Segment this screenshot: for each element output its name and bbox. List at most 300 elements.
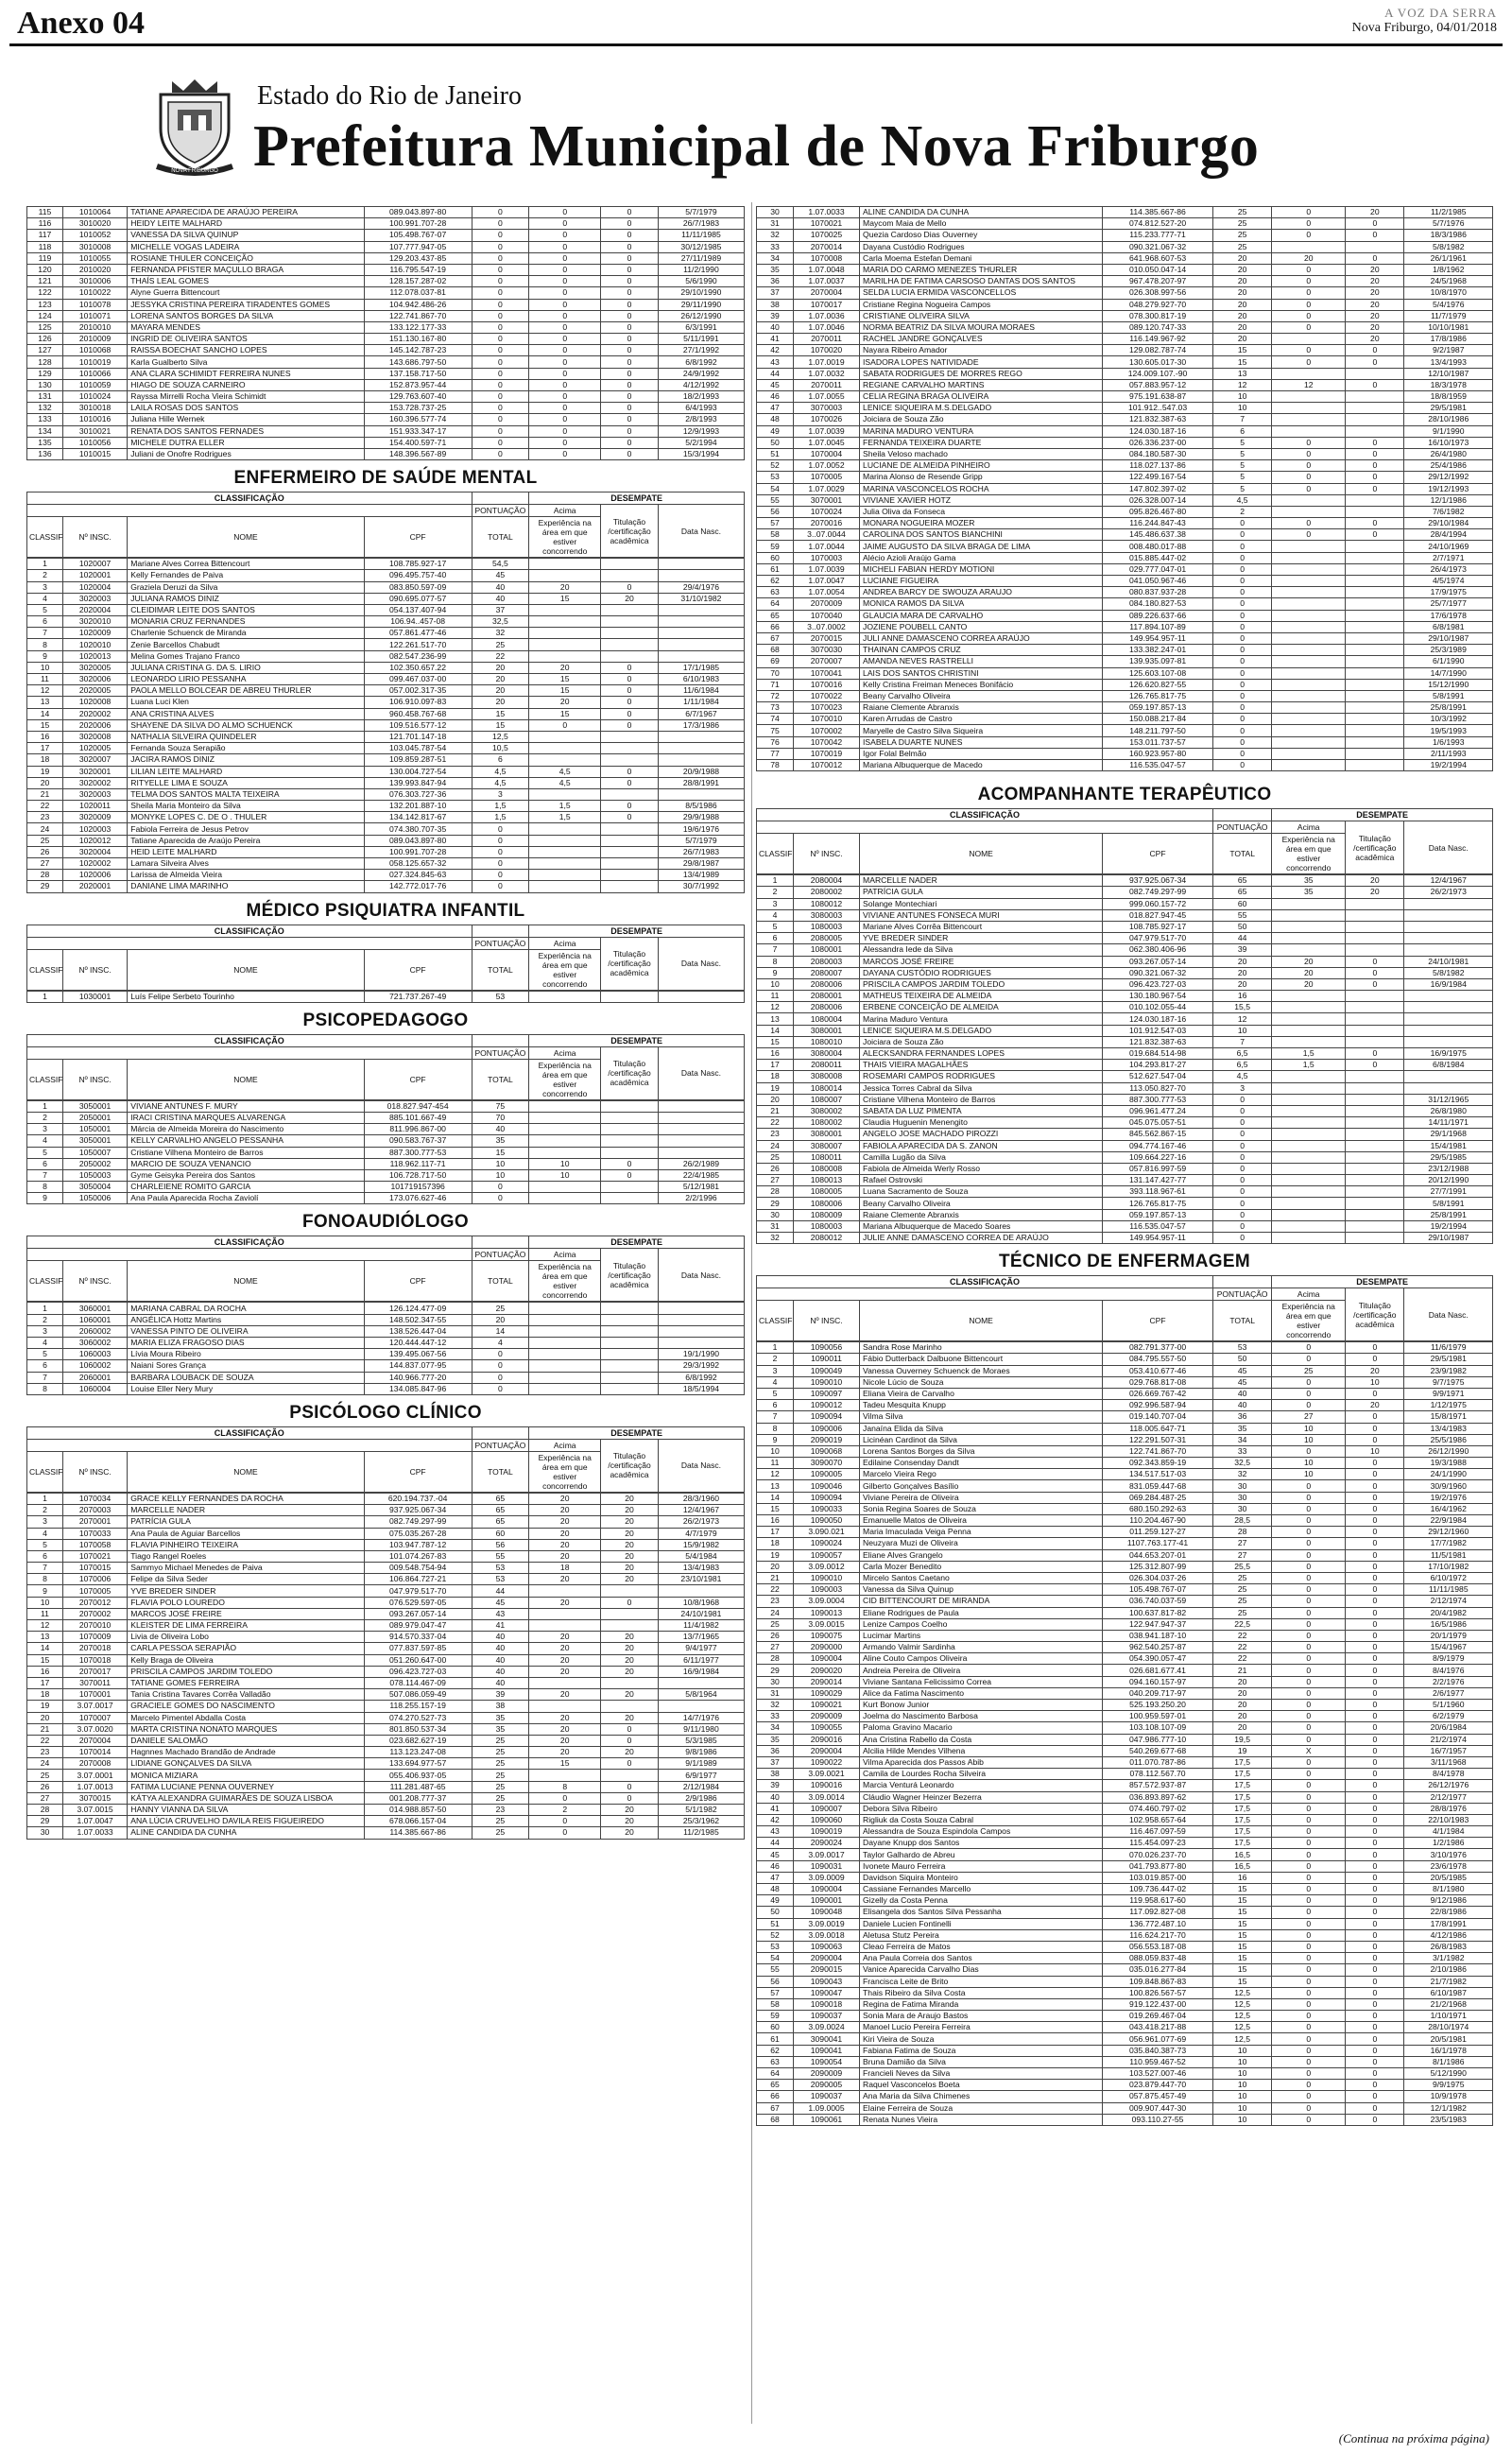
table-cell: 107.777.947-05 [364,241,472,252]
table-cell: 1090046 [793,1480,859,1492]
table-row [27,1805,745,1816]
table-cell: DANIANE LIMA MARINHO [128,881,364,892]
table-cell: 10/9/1978 [1404,2091,1493,2102]
table-row [27,1516,745,1528]
table-cell: 1010052 [62,230,127,241]
table-cell: 30 [1212,1480,1271,1492]
table-cell: 3020001 [62,766,127,777]
table-cell: 680.150.292-63 [1103,1503,1213,1514]
table-cell [1346,933,1404,944]
table-row [757,1376,1493,1388]
table-cell: 20 [1212,978,1271,990]
table-cell [601,754,659,766]
table-cell: 102.350.657.22 [364,662,472,673]
table-cell: 121.832.387-63 [1103,414,1213,425]
table-cell: 2090024 [793,1838,859,1849]
header-data-nasc: Data Nasc. [1404,1288,1493,1341]
header-row [27,1236,745,1249]
table-cell: 40 [472,1666,529,1677]
table-cell: 27 [27,1792,63,1804]
section-title-enfermeiro: ENFERMEIRO DE SAÚDE MENTAL [233,468,538,489]
table-cell: 053.410.677-46 [1103,1365,1213,1376]
table-cell: 25 [1212,230,1271,241]
table-cell: 2 [27,570,63,581]
table-cell [529,570,601,581]
table-cell [1346,679,1404,690]
table-cell: 3020009 [62,812,127,823]
table-cell [1272,1025,1346,1036]
table-cell: 109.736.447-02 [1103,1884,1213,1895]
table-cell: 1020001 [62,570,127,581]
table-cell: 011.259.127-27 [1103,1527,1213,1538]
table-cell: 096.495.757-40 [364,570,472,581]
header-classificacao: CLASSIFICAÇÃO [27,925,472,937]
table-cell: 0 [529,310,601,321]
table-cell: 5 [1212,437,1271,448]
table-cell: 15 [472,708,529,719]
table-cell: 0 [1346,1780,1404,1791]
table-cell: 114.385.667-86 [364,1827,472,1839]
table-cell: Paloma Gravino Macario [860,1722,1103,1734]
table-cell: INGRID DE OLIVEIRA SANTOS [128,334,364,345]
table-cell: Francisca Leite de Brito [860,1976,1103,1987]
table-cell: Tiago Rangel Roeles [128,1550,364,1562]
table-row [757,978,1493,990]
table-cell [1404,933,1493,944]
table-cell: 52 [757,1929,794,1941]
table-cell: 0 [1346,2102,1404,2114]
table-cell: 1090094 [793,1411,859,1423]
table-cell [1272,1198,1346,1209]
table-cell: Manoel Lucio Pereira Ferreira [860,2022,1103,2033]
table-cell: 19/2/1976 [1404,1492,1493,1503]
table-cell [1272,241,1346,252]
table-cell: 0 [472,846,529,857]
header-titulacao: Titulação /certificação acadêmica [601,1046,659,1099]
table-cell: 24/5/1968 [1404,276,1493,287]
table-row [757,310,1493,321]
table-cell: 65 [472,1516,529,1528]
table-cell: 57 [757,518,794,529]
table-cell: FABIOLA APARECIDA DA S. ZANON [860,1140,1103,1151]
table-cell: 0 [472,207,529,218]
table-cell: 1.07.0032 [793,368,859,379]
table-cell: 20 [529,1689,601,1701]
table-cell: Francieli Neves da Silva [860,2068,1103,2080]
table-row [757,921,1493,932]
table-row [757,1549,1493,1561]
table-cell: 0 [529,425,601,437]
table-cell: Ivonete Mauro Ferreira [860,1860,1103,1872]
table-cell: 45 [1212,1376,1271,1388]
table-cell: 76 [757,736,794,748]
table-cell: 6/1/1990 [1404,656,1493,667]
table-cell: 20 [1212,310,1271,321]
table-cell: Juliana Hille Wernek [128,414,364,425]
table-cell: 1080006 [793,1198,859,1209]
table-cell: 37 [472,604,529,615]
table-row [757,1400,1493,1411]
table-cell: 0 [1272,1987,1346,1998]
table-row [757,1826,1493,1838]
header-experiencia: Experiência na área em que estiver concorrendo [529,1451,601,1492]
table-cell: 132.201.887-10 [364,801,472,812]
table-cell: 0 [472,218,529,230]
table-cell: 19 [757,1082,794,1094]
table-cell [1272,1129,1346,1140]
table-cell: Karen Arrudas de Castro [860,714,1103,725]
table-cell: 0 [1346,1549,1404,1561]
table-cell: 041.050.967-46 [1103,576,1213,587]
table-row [757,1929,1493,1941]
table-cell: 2070011 [793,334,859,345]
table-cell: Luís Felipe Serbeto Tourinho [128,991,364,1002]
table-cell [1346,1220,1404,1232]
header-insc: Nº INSC. [62,1261,127,1302]
table-row [27,731,745,742]
table-cell: 26/2/1989 [658,1158,744,1169]
table-cell [1272,1105,1346,1116]
table-cell: 089.226.637-66 [1103,610,1213,621]
table-cell: 63 [757,587,794,598]
table-cell: 20 [1212,299,1271,310]
table-cell: 1080009 [793,1209,859,1220]
table-cell: 20 [472,662,529,673]
table-cell: 20/6/1984 [1404,1722,1493,1734]
table-cell: 21/2/1974 [1404,1734,1493,1745]
table-cell: Lucimar Martins [860,1630,1103,1641]
table-row [27,1701,745,1712]
table-cell: 0 [1212,1094,1271,1105]
table-cell: 0 [1346,1941,1404,1952]
table-cell: 49 [757,425,794,437]
table-cell: 16/9/1984 [658,1666,744,1677]
table-cell [1272,494,1346,506]
continuation-note: (Continua na próxima página) [1338,2431,1489,2445]
table-cell: 0 [1272,2056,1346,2067]
table-cell: 1090047 [793,1987,859,1998]
table-cell: 0 [1272,1354,1346,1365]
table-cell: 20 [601,1493,659,1504]
table-row [757,414,1493,425]
table-cell [1404,991,1493,1002]
table-row [757,1209,1493,1220]
table-cell: 3.07.0001 [62,1770,127,1781]
table-cell: 8/4/1978 [1404,1769,1493,1780]
table-cell: 75 [757,725,794,736]
table-cell: 1020005 [62,743,127,754]
table-cell: 0 [472,835,529,846]
table-cell: 0 [601,801,659,812]
table-cell: 6,5 [1212,1060,1271,1071]
table-cell: 1.07.0019 [793,356,859,368]
table-cell: 30 [757,1676,794,1687]
table-cell [1346,368,1404,379]
table-cell: 0 [1346,1826,1404,1838]
table-cell [601,1338,659,1349]
table-cell: 27/11/1989 [658,252,744,264]
header-titulacao: Titulação /certificação acadêmica [1346,821,1404,874]
table-cell: 6/8/1992 [658,356,744,368]
table-cell: 3020003 [62,788,127,800]
table-cell: 009.907.447-30 [1103,2102,1213,2114]
header-classificacao: CLASSIFICAÇÃO [27,493,472,505]
table-cell: 0 [472,1372,529,1383]
table-row [27,230,745,241]
table-cell [1272,1233,1346,1244]
table-cell: 0 [1346,230,1404,241]
table-cell: 0 [472,881,529,892]
table-cell [1272,760,1346,771]
table-cell [601,639,659,650]
table-cell: 2070015 [793,632,859,644]
table-cell: 0 [1346,1745,1404,1756]
table-cell: 22 [1212,1653,1271,1665]
table-cell: 20 [529,1735,601,1746]
table-cell: 9 [27,1585,63,1597]
table-cell: 103.527.007-46 [1103,2068,1213,2080]
table-cell: 23/5/1983 [1404,2114,1493,2125]
table-row [27,835,745,846]
table-cell: 1070022 [793,690,859,701]
table-cell [1272,725,1346,736]
table-cell: 0 [1346,1354,1404,1365]
table-row [757,1803,1493,1814]
table-cell: 1010055 [62,252,127,264]
table-row [757,403,1493,414]
table-cell: 845.562.867-15 [1103,1129,1213,1140]
table-cell: MICHELI FABIAN HERDY MOTIONI [860,563,1103,575]
table-cell: 33 [1212,1445,1271,1457]
table-cell: 10 [1272,1423,1346,1434]
table-cell: 0 [472,345,529,356]
header-row [757,821,1493,834]
table-cell: 20 [529,1712,601,1723]
table-cell: 31/12/1965 [1404,1094,1493,1105]
table-cell: 67 [757,2102,794,2114]
table-cell [1272,991,1346,1002]
table-cell: Luana Sacramento de Souza [860,1186,1103,1198]
table-cell: 32 [757,1700,794,1711]
table-cell: 15 [529,674,601,685]
table-cell: 24 [27,823,63,835]
table-row [27,743,745,754]
table-cell: 1020009 [62,628,127,639]
table-cell [658,639,744,650]
table-cell [601,1112,659,1123]
table-cell: Louise Eller Nery Mury [128,1383,364,1394]
table-row [757,241,1493,252]
table-cell: 096.961.477.24 [1103,1105,1213,1116]
table-cell [1404,944,1493,956]
table-cell [601,1100,659,1112]
table-cell: 15/9/1982 [658,1539,744,1550]
table-cell: 55 [757,1964,794,1976]
table-cell: 1050001 [62,1124,127,1135]
table-cell: 1070005 [62,1585,127,1597]
table-cell [1272,909,1346,921]
table-cell: 0 [1272,2033,1346,2045]
table-row [757,1423,1493,1434]
table-row [757,1642,1493,1653]
table-cell: 35 [757,264,794,275]
table-cell: REGIANE CARVALHO MARTINS [860,379,1103,390]
header-total: TOTAL [472,1451,529,1492]
table-cell: ALECKSANDRA FERNANDES LOPES [860,1048,1103,1060]
table-cell: 78 [757,760,794,771]
table-cell: 009.548.754-94 [364,1563,472,1574]
table-cell: 11/7/1979 [1404,310,1493,321]
table-cell: 0 [1346,1769,1404,1780]
table-cell: 1070017 [793,299,859,310]
table-cell: 1.07.0055 [793,391,859,403]
table-cell: 0 [1212,632,1271,644]
table-cell: 25/5/1986 [1404,1434,1493,1445]
table-cell: 17,5 [1212,1791,1271,1803]
table-cell: 154.400.597-71 [364,437,472,448]
table-cell: 6 [472,754,529,766]
header-classif: CLASSIF [27,517,63,558]
table-cell: Vanice Aparecida Carvalho Dias [860,1964,1103,1976]
table-cell: 17/8/1986 [1404,334,1493,345]
table-cell: Mariane Alves Corrêa Bittencourt [860,921,1103,932]
table-cell: 1090010 [793,1376,859,1388]
table-cell: 12 [27,1620,63,1632]
table-cell: FERNANDA PFISTER MAÇULLO BRAGA [128,264,364,275]
table-cell: Cristiane Vilhena Monteiro de Barros [128,1147,364,1158]
table-cell: 0 [1272,1907,1346,1918]
table-row [757,2045,1493,2056]
table-row [27,1608,745,1619]
header-desempate: DESEMPATE [1272,1276,1493,1288]
table-cell: 17,5 [1212,1803,1271,1814]
table-cell: 0 [601,310,659,321]
table-cell [529,1100,601,1112]
table-cell: 1090016 [793,1780,859,1791]
table-cell: 20 [1212,264,1271,275]
table-row [757,714,1493,725]
table-row [27,1550,745,1562]
table-cell: 102.958.657-64 [1103,1814,1213,1825]
table-cell: Tatiane Aparecida de Araújo Pereira [128,835,364,846]
table-row [757,1987,1493,1998]
table-cell: 1.07.0039 [793,425,859,437]
table-row [27,697,745,708]
header-pontuacao: PONTUAÇÃO [1212,1288,1271,1301]
table-cell: 22 [27,1735,63,1746]
table-cell: 1,5 [529,801,601,812]
table-cell: 20/4/1982 [1404,1607,1493,1618]
table-cell: 132 [27,403,63,414]
table-cell: 035.840.387-73 [1103,2045,1213,2056]
table-cell: 43 [757,356,794,368]
table-cell: 051.260.647-00 [364,1654,472,1666]
table-cell: 4 [472,1338,529,1349]
table-cell: 19 [27,1701,63,1712]
table-cell [658,604,744,615]
table-cell: 5 [1212,483,1271,494]
table-row [27,334,745,345]
table-cell: 0 [1272,2011,1346,2022]
table-cell: 1.07.0033 [793,207,859,218]
table-cell: ANDREA BARCY DE SWOUZA ARAUJO [860,587,1103,598]
table-row [757,1953,1493,1964]
table-row [27,881,745,892]
table-cell: Lorena Santos Borges da Silva [860,1445,1103,1457]
table-cell [601,1770,659,1781]
table-cell: 130.004.727-54 [364,766,472,777]
table-row [757,506,1493,517]
table-cell: 056.553.187-08 [1103,1941,1213,1952]
table-cell: 15 [1212,1976,1271,1987]
table-cell: 101.912.547-03 [1103,1025,1213,1036]
table-cell: 126 [27,334,63,345]
header-row [757,1288,1493,1301]
table-cell: 117.092.827-08 [1103,1907,1213,1918]
table-cell: 151.130.167-80 [364,334,472,345]
table-cell: 0 [1212,1233,1271,1244]
table-cell: 126.124.477-09 [364,1303,472,1314]
table-cell: 1070015 [62,1563,127,1574]
table-cell: 0 [1212,760,1271,771]
table-cell: Alcilia Hilde Mendes Vilhena [860,1745,1103,1756]
table-cell: 29/5/1985 [1404,1151,1493,1163]
table-cell: 26/2/1973 [1404,887,1493,898]
table-row [757,425,1493,437]
table-cell: 090.321.067-32 [1103,967,1213,978]
table-cell: 16/4/1962 [1404,1503,1493,1514]
table-cell: ROSIANE THULER CONCEIÇÃO [128,252,364,264]
table-cell [529,1360,601,1372]
table-cell [601,628,659,639]
table-cell: 20 [1346,207,1404,218]
table-cell: 3020010 [62,616,127,628]
table-cell: CRISTIANE OLIVEIRA SILVA [860,310,1103,321]
table-cell: 26 [27,846,63,857]
table-cell [1346,714,1404,725]
tecnico-table [756,1341,1493,2126]
table-cell: 0 [529,334,601,345]
table-cell: 4 [27,1338,63,1349]
table-cell: 0 [472,391,529,403]
table-cell: 12 [27,685,63,697]
table-cell: 122 [27,287,63,299]
table-cell [529,1620,601,1632]
table-cell: 2080012 [793,1233,859,1244]
table-row [27,685,745,697]
table-cell: 18 [27,754,63,766]
table-cell: 22 [1212,1630,1271,1641]
table-cell: 11/6/1979 [1404,1342,1493,1354]
table-cell: 0 [529,207,601,218]
table-cell: 1090007 [793,1803,859,1814]
table-cell: 5/12/1981 [658,1182,744,1193]
table-row [27,1632,745,1643]
table-cell: Ana Paula Correia dos Santos [860,1953,1103,1964]
table-cell: 17,5 [1212,1838,1271,1849]
table-cell [1404,1036,1493,1047]
table-cell: 1070010 [793,714,859,725]
table-row [27,276,745,287]
table-cell: 1050007 [62,1147,127,1158]
right-column [756,206,1493,2126]
table-cell: 089.043.897-80 [364,835,472,846]
table-cell: 20 [601,1505,659,1516]
table-cell: 49 [757,1895,794,1907]
table-cell [601,835,659,846]
header-titulacao: Titulação /certificação acadêmica [1346,1288,1404,1341]
table-cell: 12 [757,1002,794,1013]
